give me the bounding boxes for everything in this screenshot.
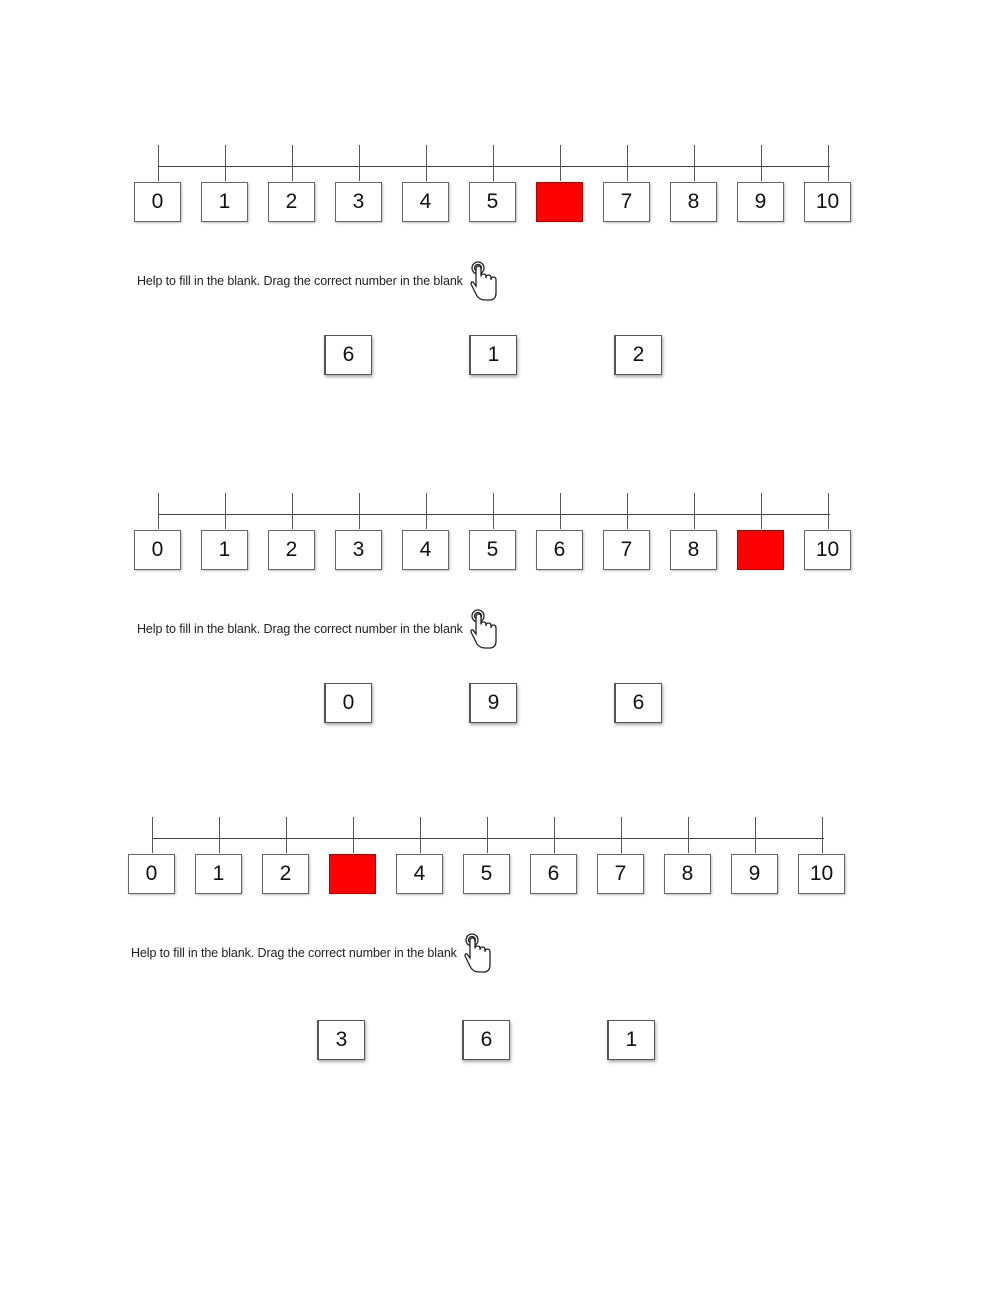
number-box-10: 10 [804,182,851,222]
number-box-9: 9 [737,182,784,222]
number-line [127,812,849,902]
tick-mark [554,817,555,853]
instruction-row [137,606,501,652]
number-box-2: 2 [262,854,309,894]
tick-mark [219,817,220,853]
number-box-2: 2 [268,530,315,570]
number-box-2: 2 [268,182,315,222]
tick-mark [688,817,689,853]
number-box-10: 10 [804,530,851,570]
tick-mark [225,493,226,529]
tick-mark [292,145,293,181]
number-box-3: 3 [335,530,382,570]
answer-option-card[interactable]: 2 [614,335,662,375]
number-box-8: 8 [670,530,717,570]
number-box-6: 6 [536,530,583,570]
number-box-4: 4 [396,854,443,894]
number-box-8: 8 [670,182,717,222]
number-line [133,488,855,578]
number-line-axis [158,514,830,515]
tick-mark [359,145,360,181]
answer-option-card[interactable]: 6 [324,335,372,375]
number-line-axis [152,838,824,839]
tick-mark [828,145,829,181]
tick-mark [487,817,488,853]
number-box-5: 5 [469,530,516,570]
tick-mark [353,817,354,853]
tick-mark [828,493,829,529]
number-line-axis [158,166,830,167]
exercise-1 [0,140,1000,400]
tick-mark [627,145,628,181]
tick-mark [822,817,823,853]
exercise-2 [0,488,1000,748]
answer-option-card[interactable]: 6 [614,683,662,723]
tick-mark [621,817,622,853]
blank-drop-target[interactable] [329,854,376,894]
tick-mark [493,493,494,529]
answer-option-card[interactable]: 6 [462,1020,510,1060]
answer-option-card[interactable]: 1 [607,1020,655,1060]
tick-mark [286,817,287,853]
number-box-9: 9 [731,854,778,894]
number-box-1: 1 [201,182,248,222]
number-box-7: 7 [597,854,644,894]
tick-mark [152,817,153,853]
instruction-row [137,258,501,304]
number-box-0: 0 [134,530,181,570]
tick-mark [761,145,762,181]
number-box-1: 1 [201,530,248,570]
tick-mark [158,145,159,181]
number-box-7: 7 [603,182,650,222]
blank-drop-target[interactable] [536,182,583,222]
number-box-4: 4 [402,182,449,222]
tick-mark [225,145,226,181]
number-box-0: 0 [128,854,175,894]
answer-option-card[interactable]: 9 [469,683,517,723]
tick-mark [694,493,695,529]
instruction-text: Help to fill in the blank. Drag the correct number in the blank [137,622,463,636]
number-line [133,140,855,230]
tick-mark [761,493,762,529]
tick-mark [560,493,561,529]
number-box-10: 10 [798,854,845,894]
instruction-text: Help to fill in the blank. Drag the correct number in the blank [131,946,457,960]
tick-mark [158,493,159,529]
answer-option-card[interactable]: 3 [317,1020,365,1060]
number-box-6: 6 [530,854,577,894]
pointing-hand-icon[interactable] [463,932,495,974]
number-box-8: 8 [664,854,711,894]
pointing-hand-icon[interactable] [469,608,501,650]
number-box-5: 5 [469,182,516,222]
tick-mark [420,817,421,853]
instruction-text: Help to fill in the blank. Drag the correct number in the blank [137,274,463,288]
tick-mark [426,145,427,181]
number-box-5: 5 [463,854,510,894]
number-box-1: 1 [195,854,242,894]
tick-mark [755,817,756,853]
tick-mark [359,493,360,529]
tick-mark [627,493,628,529]
answer-option-card[interactable]: 1 [469,335,517,375]
tick-mark [560,145,561,181]
tick-mark [292,493,293,529]
number-box-7: 7 [603,530,650,570]
exercise-3 [0,812,1000,1072]
number-box-3: 3 [335,182,382,222]
number-box-4: 4 [402,530,449,570]
number-box-0: 0 [134,182,181,222]
answer-option-card[interactable]: 0 [324,683,372,723]
tick-mark [493,145,494,181]
tick-mark [426,493,427,529]
pointing-hand-icon[interactable] [469,260,501,302]
blank-drop-target[interactable] [737,530,784,570]
tick-mark [694,145,695,181]
instruction-row [131,930,495,976]
